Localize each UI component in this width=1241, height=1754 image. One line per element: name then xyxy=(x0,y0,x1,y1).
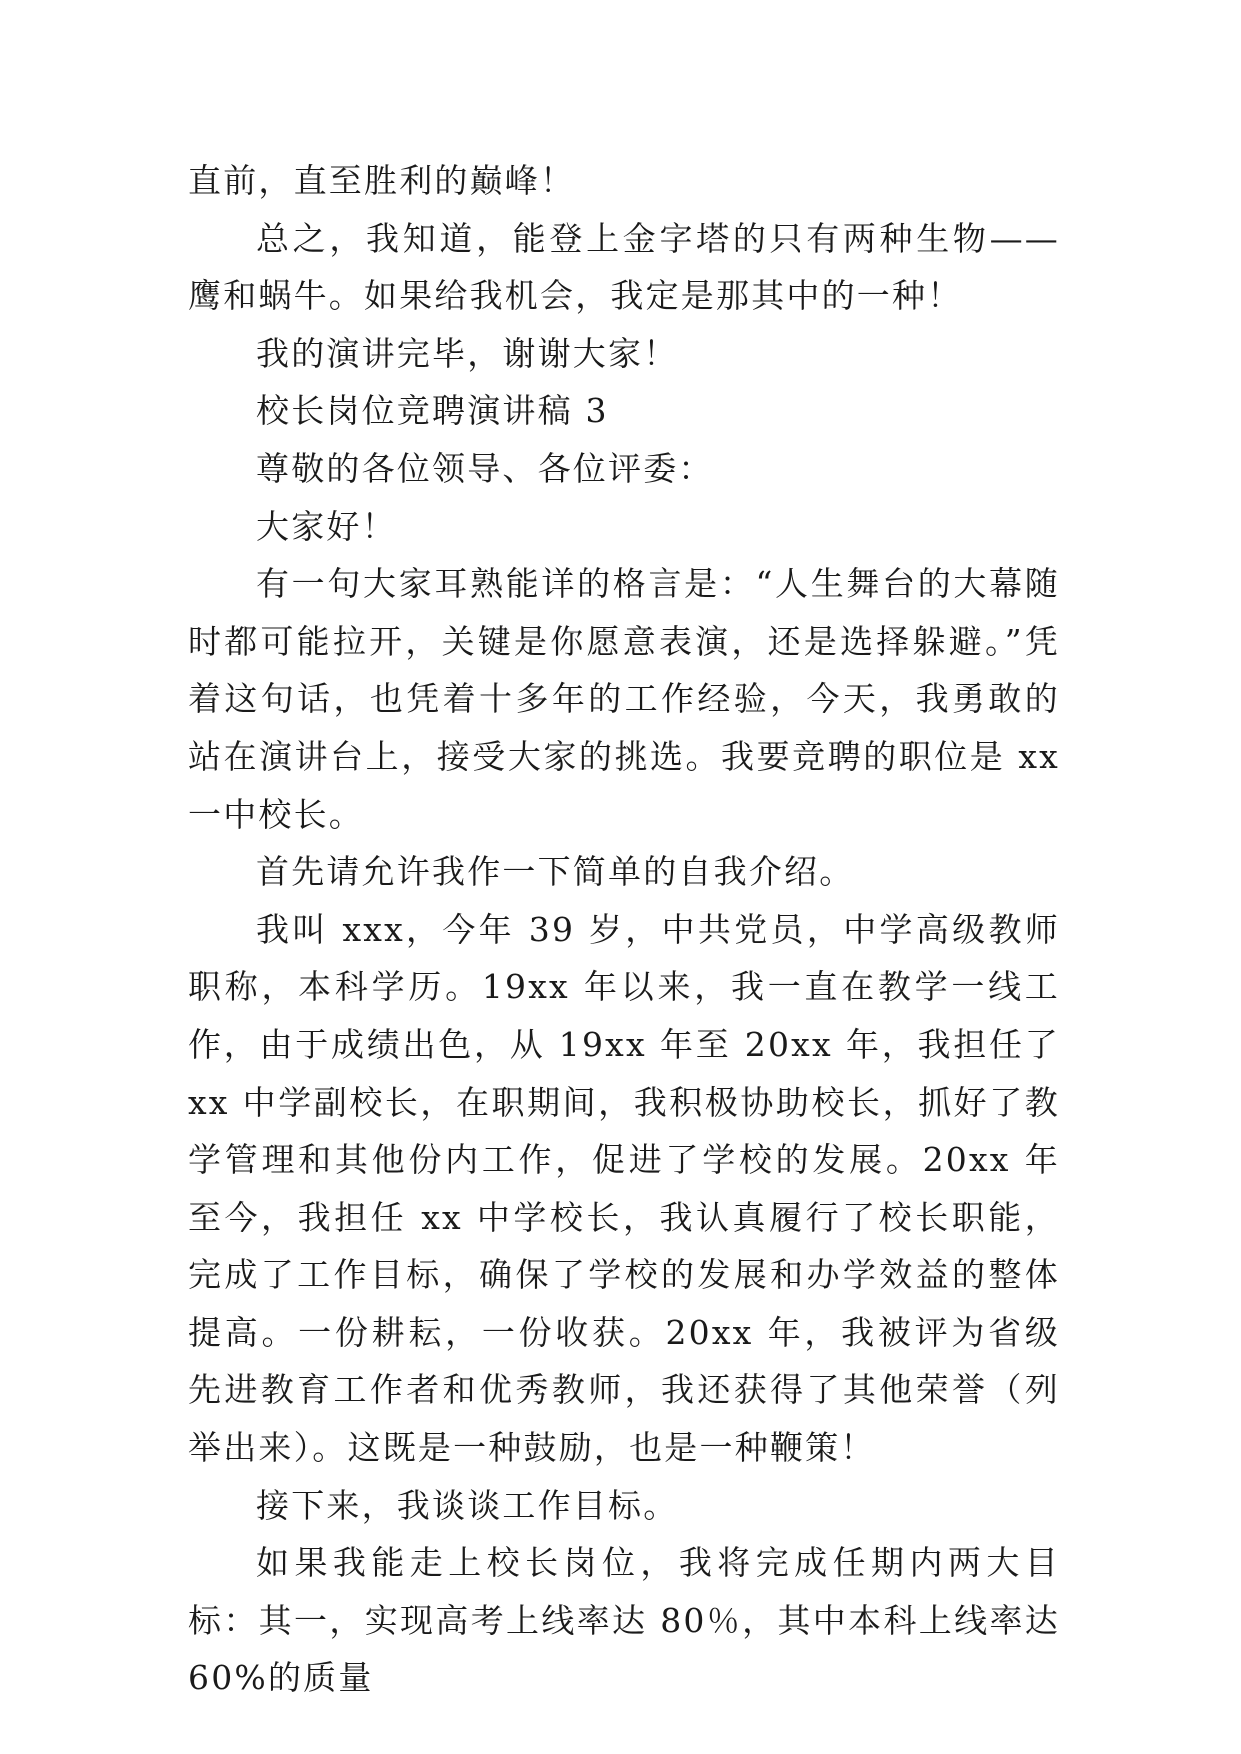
paragraph: 我的演讲完毕，谢谢大家！ xyxy=(256,333,679,373)
paragraph: 接下来，我谈谈工作目标。 xyxy=(256,1485,679,1525)
paragraph: 首先请允许我作一下简单的自我介绍。 xyxy=(256,852,855,892)
greeting: 大家好！ xyxy=(256,506,397,546)
paragraph: 有一句大家耳熟能详的格言是：“人生舞台的大幕随时都可能拉开，关键是你愿意表演，还是选择躲避。”凭着这句话，也凭着十多年的工作经验，今天，我勇敢的站在演讲台上，接受大家的挑选。我要竞聘的职位是 xx 一中校长。 xyxy=(188,564,1060,834)
paragraph: 如果我能走上校长岗位，我将完成任期内两大目标：其一，实现高考上线率达 80％，其中本科上线率达 60%的质量 xyxy=(188,1543,1060,1698)
salutation: 尊敬的各位领导、各位评委： xyxy=(256,448,714,488)
paragraph: 直前，直至胜利的巅峰！ xyxy=(188,161,576,200)
paragraph: 总之，我知道，能登上金字塔的只有两种生物——鹰和蜗牛。如果给我机会，我定是那其中的一种！ xyxy=(188,218,1060,316)
document-body xyxy=(188,152,1060,1707)
section-heading: 校长岗位竞聘演讲稿 3 xyxy=(256,391,609,431)
paragraph: 我叫 xxx，今年 39 岁，中共党员，中学高级教师职称，本科学历。19xx 年以来，我一直在教学一线工作，由于成绩出色，从 19xx 年至 20xx 年，我担任了 xx 中学副校长，在职期间，我积极协助校长，抓好了教学管理和其他份内工作，促进了学校的发展。20xx 年至今，我担任 xx 中学校长，我认真履行了校长职能，完成了工作目标，确保了学校的发展和办学效益的整体提高。一份耕耘，一份收获。20xx 年，我被评为省级先进教育工作者和优秀教师，我还获得了其他荣誉（列举出来）。这既是一种鼓励，也是一种鞭策！ xyxy=(188,909,1060,1468)
